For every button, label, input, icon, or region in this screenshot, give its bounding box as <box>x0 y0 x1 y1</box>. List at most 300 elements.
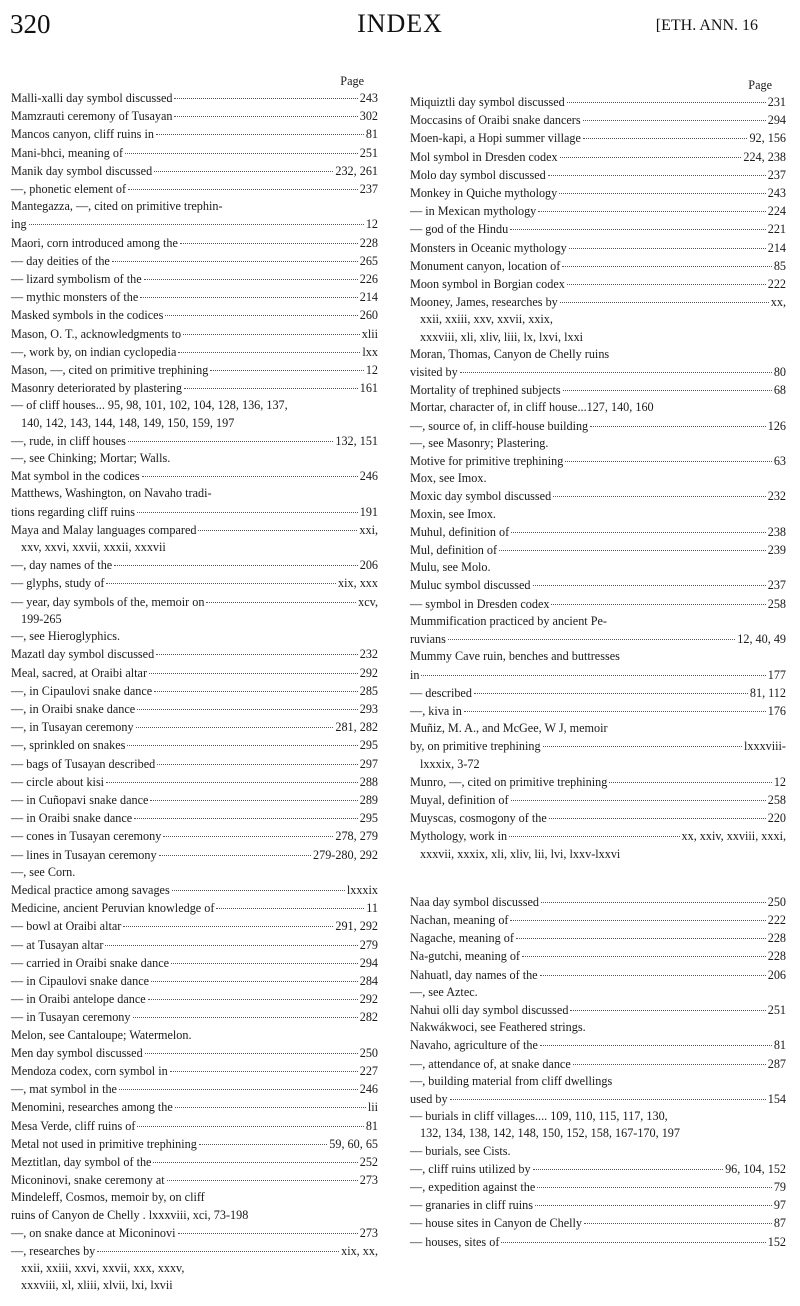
entry-page-ref: 161 <box>359 381 378 396</box>
entry-page-ref: 291, 292 <box>335 919 378 934</box>
entry-page-ref: 79 <box>773 1179 786 1194</box>
dot-leader <box>562 254 772 267</box>
dot-leader <box>210 358 363 371</box>
index-entry <box>410 1055 786 1073</box>
entry-text: Nachan, meaning of <box>410 912 509 927</box>
dot-leader <box>157 752 358 765</box>
left-entry-list <box>11 89 378 1295</box>
entry-text: Miquiztli day symbol discussed <box>410 95 565 109</box>
entry-page-ref: 81 <box>365 127 378 142</box>
entry-text: Muyscas, cosmogony of the <box>410 811 547 826</box>
entry-page-ref: 278, 279 <box>335 829 378 844</box>
entry-text: Matthews, Washington, on Navaho tradi- <box>11 486 212 501</box>
entry-page-ref: xix, xxx <box>338 576 378 591</box>
entry-text: Melon, see Cantaloupe; Watermelon. <box>11 1027 192 1042</box>
dot-leader <box>563 378 772 391</box>
entry-text: Monsters in Oceanic mythology <box>410 240 567 255</box>
entry-page-ref: 224 <box>767 204 786 219</box>
dot-leader <box>559 181 765 194</box>
entry-page-ref: 154 <box>767 1091 786 1106</box>
dot-leader <box>174 104 357 117</box>
entry-text: Mooney, James, researches by <box>410 295 558 310</box>
dot-leader <box>590 414 766 427</box>
entry-text: — granaries in cliff ruins <box>410 1198 533 1213</box>
index-entry <box>410 452 786 470</box>
index-entry <box>11 432 378 450</box>
entry-text: Mani-bhci, meaning of <box>11 145 124 160</box>
index-entry <box>11 521 378 539</box>
dot-leader <box>123 914 333 927</box>
entry-text: Mat symbol in the codices <box>11 469 140 484</box>
dot-leader <box>105 933 357 946</box>
entry-page-ref: 206 <box>767 967 786 982</box>
entry-text: —, in Cipaulovi snake dance <box>11 683 153 698</box>
entry-text: — bowl at Oraibi altar <box>11 919 122 934</box>
entry-text: — burials, see Cists. <box>410 1143 511 1158</box>
entry-text: Mummy Cave ruin, benches and buttresses <box>410 649 620 664</box>
entry-text: — carried in Oraibi snake dance <box>11 955 170 970</box>
entry-page-ref: 252 <box>359 1154 378 1169</box>
index-entry <box>11 467 378 485</box>
dot-leader <box>584 1211 772 1224</box>
dot-leader <box>553 484 766 497</box>
entry-page-ref: lxxxviii- <box>744 739 786 754</box>
entry-text: — mythic monsters of the <box>11 290 139 305</box>
index-entry-continuation: xxxviii, xli, xliv, liii, lx, lxvi, lxxi <box>420 329 584 344</box>
entry-page-ref: lii <box>367 1100 378 1115</box>
entry-page-ref: 294 <box>767 113 786 128</box>
entry-page-ref: 222 <box>767 277 786 292</box>
dot-leader <box>548 163 766 176</box>
index-entry <box>11 846 378 864</box>
entry-text: —, on snake dance at Miconinovi <box>11 1225 176 1240</box>
index-entry <box>410 381 786 399</box>
index-entry <box>410 1001 786 1019</box>
dot-leader <box>112 249 358 262</box>
index-entry-continuation: 199-265 <box>21 611 62 626</box>
entry-text: — in Oraibi snake dance <box>11 811 133 826</box>
dot-leader <box>136 715 334 728</box>
entry-page-ref: 302 <box>359 109 378 124</box>
entry-text: Mortar, character of, in cliff house...127, 140, 160 <box>410 400 654 415</box>
entry-text: — day deities of the <box>11 253 110 268</box>
dot-leader <box>570 998 765 1011</box>
dot-leader <box>216 896 364 909</box>
entry-text: — in Oraibi antelope dance <box>11 992 146 1007</box>
entry-text: Medical practice among savages <box>11 882 170 897</box>
dot-leader <box>106 770 358 783</box>
entry-text: Nahui olli day symbol discussed <box>410 1002 569 1017</box>
dot-leader <box>137 500 358 513</box>
entry-page-ref: 68 <box>773 383 786 398</box>
index-entry-continuation: lxxxix, 3-72 <box>420 756 480 771</box>
entry-page-ref: 206 <box>359 558 378 573</box>
dot-leader <box>537 1175 772 1188</box>
entry-page-ref: 273 <box>359 1225 378 1240</box>
entry-text: —, cliff ruins utilized by <box>410 1161 531 1176</box>
index-entry <box>410 630 786 648</box>
entry-text: Munro, —, cited on primitive trephining <box>410 774 608 789</box>
page-title: INDEX <box>357 9 443 38</box>
entry-text: — in Tusayan ceremony <box>11 1010 131 1025</box>
index-entry <box>11 1189 378 1206</box>
dot-leader <box>119 1077 358 1090</box>
entry-text: Mazatl day symbol discussed <box>11 647 155 662</box>
dot-leader <box>206 590 356 603</box>
index-entry-continuation: xxii, xxiii, xxv, xxvii, xxix, <box>420 312 553 327</box>
entry-text: ing <box>11 217 27 232</box>
dot-leader <box>106 571 336 584</box>
index-entry-continuation: xxii, xxiii, xxvi, xxvii, xxx, xxxv, <box>21 1261 185 1276</box>
entry-text: —, in Oraibi snake dance <box>11 701 136 716</box>
entry-text: Nahuatl, day names of the <box>410 967 538 982</box>
entry-page-ref: 92, 156 <box>749 131 786 146</box>
dot-leader <box>560 290 769 303</box>
dot-leader <box>573 1052 766 1065</box>
entry-text: — lines in Tusayan ceremony <box>11 847 157 862</box>
entry-page-ref: 279-280, 292 <box>313 847 378 862</box>
entry-text: Menomini, researches among the <box>11 1100 173 1115</box>
entry-text: Moen-kapi, a Hopi summer village <box>410 131 581 146</box>
dot-leader <box>153 1150 357 1163</box>
dot-leader <box>551 592 765 605</box>
entry-page-ref: 243 <box>359 91 378 105</box>
entry-text: —, in Tusayan ceremony <box>11 720 134 735</box>
entry-text: Monkey in Quiche mythology <box>410 186 558 201</box>
entry-page-ref: 279 <box>359 937 378 952</box>
entry-text: —, attendance of, at snake dance <box>410 1056 571 1071</box>
entry-page-ref: 228 <box>767 949 786 964</box>
dot-leader <box>128 429 333 442</box>
entry-text: Mul, definition of <box>410 543 497 558</box>
entry-text: Molo day symbol discussed <box>410 167 546 182</box>
dot-leader <box>137 1114 363 1127</box>
entry-page-ref: 284 <box>359 973 378 988</box>
entry-text: Miconinovi, snake ceremony at <box>11 1173 165 1188</box>
entry-text: tions regarding cliff ruins <box>11 504 135 519</box>
running-reference: [ETH. ANN. 16 <box>655 17 758 34</box>
entry-text: ruins of Canyon de Chelly . lxxxviii, xci, 73-198 <box>11 1207 249 1222</box>
entry-page-ref: xxi, <box>359 522 378 537</box>
entry-page-ref: 243 <box>767 186 786 201</box>
index-entry <box>410 966 786 984</box>
entry-page-ref: 292 <box>359 665 378 680</box>
entry-text: Medicine, ancient Peruvian knowledge of <box>11 901 215 916</box>
entry-page-ref: 63 <box>773 454 786 469</box>
entry-page-ref: 282 <box>359 1010 378 1025</box>
entry-text: Metal not used in primitive trephining <box>11 1136 197 1151</box>
dot-leader <box>538 199 765 212</box>
entry-text: — in Cuñopavi snake dance <box>11 792 149 807</box>
dot-leader <box>583 108 766 121</box>
entry-text: Nagache, meaning of <box>410 931 514 946</box>
entry-text: —, mat symbol in the <box>11 1082 117 1097</box>
entry-text: —, expedition against the <box>410 1179 536 1194</box>
entry-text: — house sites in Canyon de Chelly <box>410 1216 582 1231</box>
entry-page-ref: 132, 151 <box>335 433 378 448</box>
index-entry-continuation: 132, 134, 138, 142, 148, 150, 152, 158, 167-170, 197 <box>420 1126 680 1141</box>
entry-page-ref: 97 <box>773 1198 786 1213</box>
entry-text: visited by <box>410 365 458 380</box>
entry-text: — described <box>410 685 472 700</box>
dot-leader <box>183 322 360 335</box>
page-column-label: Page <box>748 78 772 92</box>
dot-leader <box>464 699 766 712</box>
entry-page-ref: 231 <box>767 95 786 109</box>
entry-text: —, see Masonry; Plastering. <box>410 435 549 450</box>
dot-leader <box>510 217 766 230</box>
index-entry <box>410 541 786 559</box>
dot-leader <box>450 1087 766 1100</box>
entry-page-ref: 87 <box>773 1216 786 1231</box>
entry-text: Men day symbol discussed <box>11 1045 143 1060</box>
dot-leader <box>171 951 358 964</box>
dot-leader <box>421 663 765 676</box>
entry-page-ref: lxx <box>362 344 378 359</box>
entry-page-ref: 251 <box>767 1002 786 1017</box>
entry-page-ref: 224, 238 <box>743 149 786 164</box>
dot-leader <box>170 1059 358 1072</box>
entry-text: Muluc symbol discussed <box>410 578 531 593</box>
dot-leader <box>172 878 345 891</box>
entry-text: —, building material from cliff dwellings <box>410 1073 613 1088</box>
entry-page-ref: 176 <box>767 703 786 718</box>
index-entry <box>11 1008 378 1026</box>
entry-text: —, day names of the <box>11 558 113 573</box>
dot-leader <box>144 267 358 280</box>
index-entry <box>11 180 378 198</box>
entry-text: Meal, sacred, at Oraibi altar <box>11 665 148 680</box>
entry-text: Motive for primitive trephining <box>410 454 564 469</box>
entry-text: Muñiz, M. A., and McGee, W J, memoir <box>410 721 608 736</box>
dot-leader <box>154 679 358 692</box>
entry-page-ref: lxxxix <box>346 882 378 897</box>
dot-leader <box>145 1041 358 1054</box>
dot-leader <box>174 86 357 99</box>
entry-page-ref: 294 <box>359 955 378 970</box>
page-column-label: Page <box>340 74 364 88</box>
entry-page-ref: 81, 112 <box>749 685 786 700</box>
entry-page-ref: 232 <box>767 489 786 504</box>
entry-text: Mamzrauti ceremony of Tusayan <box>11 109 173 124</box>
left-column <box>11 73 378 1295</box>
entry-page-ref: 258 <box>767 792 786 807</box>
entry-page-ref: 293 <box>359 701 378 716</box>
entry-page-ref: 288 <box>359 774 378 789</box>
entry-text: Meztitlan, day symbol of the <box>11 1154 152 1169</box>
entry-page-ref: 250 <box>359 1045 378 1060</box>
dot-leader <box>178 1221 358 1234</box>
page-number: 320 <box>10 9 51 39</box>
entry-text: Mortality of trephined subjects <box>410 383 561 398</box>
entry-text: — cones in Tusayan ceremony <box>11 829 162 844</box>
entry-page-ref: 12, 40, 49 <box>737 632 786 647</box>
entry-page-ref: 96, 104, 152 <box>725 1161 786 1176</box>
entry-text: Moon symbol in Borgian codex <box>410 277 565 292</box>
entry-text: Mythology, work in <box>410 829 508 844</box>
index-entry <box>11 379 378 397</box>
entry-page-ref: 59, 60, 65 <box>329 1136 378 1151</box>
dot-leader <box>167 1168 358 1181</box>
entry-text: — symbol in Dresden codex <box>410 596 550 611</box>
entry-text: —, phonetic element of <box>11 182 127 197</box>
entry-text: Mason, O. T., acknowledgments to <box>11 326 182 341</box>
index-entry-continuation: xxxvii, xxxix, xli, xliv, lii, lvi, lxxv-lxxvi <box>420 846 621 861</box>
entry-page-ref: 295 <box>359 811 378 826</box>
entry-page-ref: 221 <box>767 222 786 237</box>
dot-leader <box>29 212 364 225</box>
entry-text: Malli-xalli day symbol discussed <box>11 91 173 105</box>
dot-leader <box>549 806 766 819</box>
dot-leader <box>154 159 333 172</box>
index-entry <box>410 827 786 845</box>
entry-text: — god of the Hindu <box>410 222 509 237</box>
dot-leader <box>128 177 358 190</box>
entry-page-ref: 265 <box>359 253 378 268</box>
entry-page-ref: 228 <box>767 931 786 946</box>
entry-page-ref: 287 <box>767 1056 786 1071</box>
dot-leader <box>565 449 771 462</box>
entry-page-ref: 237 <box>767 167 786 182</box>
index-entry <box>11 593 378 611</box>
entry-page-ref: 295 <box>359 738 378 753</box>
entry-page-ref: 238 <box>767 524 786 539</box>
entry-text: used by <box>410 1091 448 1106</box>
dot-leader <box>151 969 358 982</box>
entry-page-ref: 220 <box>767 811 786 826</box>
entry-page-ref: 177 <box>767 667 786 682</box>
entry-text: —, source of, in cliff-house building <box>410 418 589 433</box>
dot-leader <box>609 770 771 783</box>
dot-leader <box>159 843 311 856</box>
entry-page-ref: 81 <box>773 1038 786 1053</box>
dot-leader <box>149 661 358 674</box>
entry-text: —, researches by <box>11 1244 96 1258</box>
entry-text: —, see Hieroglyphics. <box>11 629 120 644</box>
entry-page-ref: 281, 282 <box>335 720 378 735</box>
dot-leader <box>134 806 358 819</box>
dot-leader <box>569 236 766 249</box>
dot-leader <box>510 908 765 921</box>
dot-leader <box>516 926 766 939</box>
entry-page-ref: 232, 261 <box>335 163 378 178</box>
entry-page-ref: 12 <box>773 774 786 789</box>
entry-text: —, rude, in cliff houses <box>11 433 126 448</box>
entry-text: Muhul, definition of <box>410 524 510 539</box>
entry-text: Moxic day symbol discussed <box>410 489 552 504</box>
entry-text: Maya and Malay languages compared <box>11 522 197 537</box>
dot-leader <box>175 1095 366 1108</box>
index-entry <box>410 487 786 505</box>
index-entry <box>11 1171 378 1189</box>
entry-text: Monument canyon, location of <box>410 258 561 273</box>
entry-text: — at Tusayan altar <box>11 937 104 952</box>
entry-text: Mesa Verde, cliff ruins of <box>11 1118 136 1133</box>
entry-text: Moccasins of Oraibi snake dancers <box>410 113 581 128</box>
entry-text: ruvians <box>410 632 446 647</box>
entry-text: Manik day symbol discussed <box>11 163 153 178</box>
dot-leader <box>114 553 358 566</box>
entry-page-ref: 297 <box>359 756 378 771</box>
entry-text: Mulu, see Molo. <box>410 560 491 575</box>
right-entry-list <box>410 93 786 1251</box>
index-entry <box>11 1242 378 1260</box>
dot-leader <box>127 733 357 746</box>
index-entry <box>410 702 786 720</box>
entry-page-ref: 214 <box>767 240 786 255</box>
entry-page-ref: 237 <box>359 182 378 197</box>
entry-text: Mason, —, cited on primitive trephining <box>11 363 209 378</box>
entry-page-ref: xlii <box>361 326 378 341</box>
entry-text: — glyphs, study of <box>11 576 105 591</box>
entry-page-ref: 246 <box>359 1082 378 1097</box>
entry-page-ref: 214 <box>359 290 378 305</box>
entry-text: Mummification practiced by ancient Pe- <box>410 613 607 628</box>
entry-text: Mendoza codex, corn symbol in <box>11 1063 168 1078</box>
dot-leader <box>560 145 742 158</box>
entry-page-ref: 228 <box>359 235 378 250</box>
dot-leader <box>148 987 358 1000</box>
entry-text: Mox, see Imox. <box>410 471 487 486</box>
entry-text: by, on primitive trephining <box>410 739 541 754</box>
entry-page-ref: 285 <box>359 683 378 698</box>
entry-page-ref: 85 <box>773 258 786 273</box>
entry-text: —, see Corn. <box>11 864 76 879</box>
entry-text: — of cliff houses... 95, 98, 101, 102, 104, 128, 136, 137, <box>11 398 288 413</box>
entry-text: — circle about kisi <box>11 774 105 789</box>
index-entry <box>410 595 786 613</box>
dot-leader <box>533 1157 723 1170</box>
dot-leader <box>142 464 358 477</box>
entry-text: Moran, Thomas, Canyon de Chelly ruins <box>410 346 610 361</box>
entry-text: — lizard symbolism of the <box>11 272 142 287</box>
entry-text: Navaho, agriculture of the <box>410 1038 538 1053</box>
entry-page-ref: xx, <box>770 295 786 310</box>
entry-page-ref: 226 <box>359 272 378 287</box>
entry-page-ref: 232 <box>359 647 378 662</box>
index-entry-continuation: 140, 142, 143, 144, 148, 149, 150, 159, 197 <box>21 415 235 430</box>
entry-page-ref: xcv, <box>358 594 378 609</box>
entry-page-ref: 260 <box>359 308 378 323</box>
entry-text: Nakwákwoci, see Feathered strings. <box>410 1020 586 1035</box>
dot-leader <box>533 573 766 586</box>
dot-leader <box>178 340 360 353</box>
entry-text: —, work by, on indian cyclopedia <box>11 344 177 359</box>
entry-text: Maori, corn introduced among the <box>11 235 178 250</box>
entry-page-ref: 12 <box>365 217 378 232</box>
entry-text: — houses, sites of <box>410 1234 500 1249</box>
index-entry <box>11 397 378 414</box>
entry-page-ref: 126 <box>767 418 786 433</box>
dot-leader <box>448 627 735 640</box>
entry-page-ref: 273 <box>359 1173 378 1188</box>
dot-leader <box>140 285 357 298</box>
entry-page-ref: 152 <box>767 1234 786 1249</box>
entry-page-ref: 11 <box>366 901 378 916</box>
dot-leader <box>535 1193 772 1206</box>
entry-page-ref: 258 <box>767 596 786 611</box>
dot-leader <box>501 1230 765 1243</box>
dot-leader <box>583 126 748 139</box>
dot-leader <box>511 520 766 533</box>
entry-page-ref: xix, xx, <box>341 1244 378 1258</box>
dot-leader <box>133 1005 358 1018</box>
entry-text: Moxin, see Imox. <box>410 506 496 521</box>
entry-text: —, kiva in <box>410 703 462 718</box>
entry-page-ref: 289 <box>359 792 378 807</box>
entry-text: —, sprinkled on snakes <box>11 738 126 753</box>
entry-text: in <box>410 667 420 682</box>
